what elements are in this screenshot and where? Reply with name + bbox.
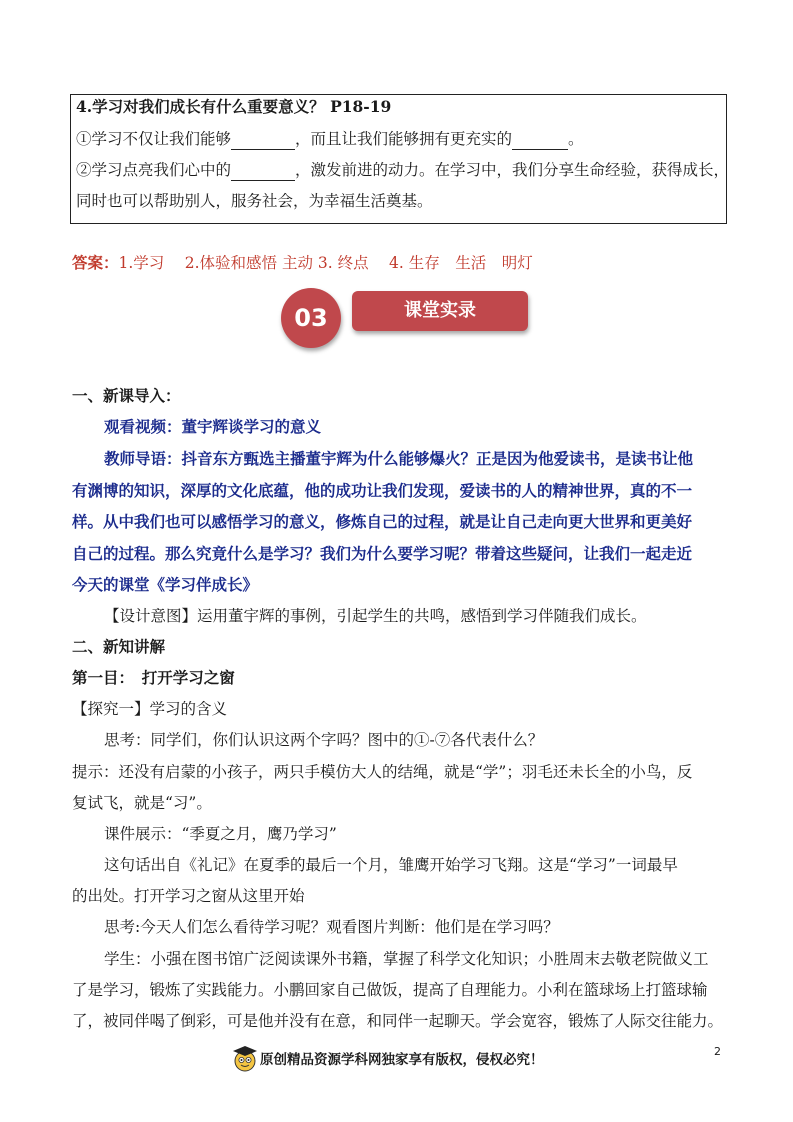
think-2: 思考:今天人们怎么看待学习呢？观看图片判断：他们是在学习吗？ xyxy=(104,918,559,936)
video-line: 观看视频：董宇辉谈学习的意义 xyxy=(104,417,322,436)
slide-show: 课件展示：“季夏之月，鹰乃学习” xyxy=(104,825,337,843)
teacher-intro-3: 样。从中我们也可以感悟学习的意义，修炼自己的过程，就是让自己走向更大世界和更美好 xyxy=(72,512,693,531)
heading-item-1: 第一目： 打开学习之窗 xyxy=(72,668,235,687)
text: 。 xyxy=(568,130,584,148)
teacher-intro-2: 有渊博的知识，深厚的文化底蕴，他的成功让我们发现，爱读书的人的精神世界，真的不一 xyxy=(72,481,693,500)
question-line-1 xyxy=(76,129,584,150)
student-2: 了是学习，锻炼了实践能力。小鹏回家自己做饭，提高了自理能力。小利在篮球场上打篮球输 xyxy=(72,981,708,999)
text: ①学习不仅让我们能够 xyxy=(76,130,232,148)
student-1: 学生：小强在图书馆广泛阅读课外书籍，掌握了科学文化知识；小胜周末去敬老院做义工 xyxy=(104,950,709,968)
design-intent: 【设计意图】运用董宇辉的事例，引起学生的共鸣，感悟到学习伴随我们成长。 xyxy=(104,607,647,625)
copyright-footer: 原创精品资源学科网独家享有版权，侵权必究！ xyxy=(260,1052,544,1068)
blank xyxy=(231,160,295,181)
answer-text: 1.学习 2.体验和感悟 主动 3. 终点 4. 生存 生活 明灯 xyxy=(118,254,533,272)
section-title-badge: 课堂实录 xyxy=(352,291,528,331)
answer-line xyxy=(72,253,533,273)
blank xyxy=(512,129,568,150)
heading-new-knowledge: 二、新知讲解 xyxy=(72,637,166,656)
question-4: 4.学习对我们成长有什么重要意义？ P18-19 xyxy=(76,97,392,116)
blank xyxy=(231,129,295,150)
teacher-intro-1: 教师导语：抖音东方甄选主播董宇辉为什么能够爆火？正是因为他爱读书，是读书让他 xyxy=(104,449,694,468)
hint-2: 复试飞，就是“习”。 xyxy=(72,794,212,812)
quote-explain-1: 这句话出自《礼记》在夏季的最后一个月，雏鹰开始学习飞翔。这是“学习”一词最早 xyxy=(104,856,678,874)
hint-1: 提示：还没有启蒙的小孩子，两只手模仿大人的结绳，就是“学”；羽毛还未长全的小鸟，反 xyxy=(72,763,693,781)
heading-intro: 一、新课导入： xyxy=(72,386,181,405)
student-3: 了，被同伴喝了倒彩，可是他并没有在意，和同伴一起聊天。学会宽容，锻炼了人际交往能力。 xyxy=(72,1012,724,1030)
text: ②学习点亮我们心中的 xyxy=(76,161,232,179)
answer-label: 答案： xyxy=(72,253,119,272)
teacher-intro-5: 今天的课堂《学习伴成长》 xyxy=(72,575,259,594)
question-line-2 xyxy=(76,160,729,181)
graduate-mascot-icon xyxy=(231,1043,259,1073)
teacher-intro-4: 自己的过程。那么究竟什么是学习？我们为什么要学习呢？带着这些疑问，让我们一起走近 xyxy=(72,544,693,563)
think-1: 思考：同学们，你们认识这两个字吗？图中的①-⑦各代表什么？ xyxy=(104,731,544,749)
question-line-3: 同时也可以帮助别人，服务社会，为幸福生活奠基。 xyxy=(76,192,433,210)
quote-explain-2: 的出处。打开学习之窗从这里开始 xyxy=(72,887,305,905)
text: ，激发前进的动力。在学习中，我们分享生命经验，获得成长， xyxy=(295,161,730,179)
explore-1: 【探究一】学习的含义 xyxy=(72,700,228,718)
page-number: 2 xyxy=(714,1045,721,1058)
text: ，而且让我们能够拥有更充实的 xyxy=(295,130,513,148)
section-number-badge: 03 xyxy=(281,288,341,348)
